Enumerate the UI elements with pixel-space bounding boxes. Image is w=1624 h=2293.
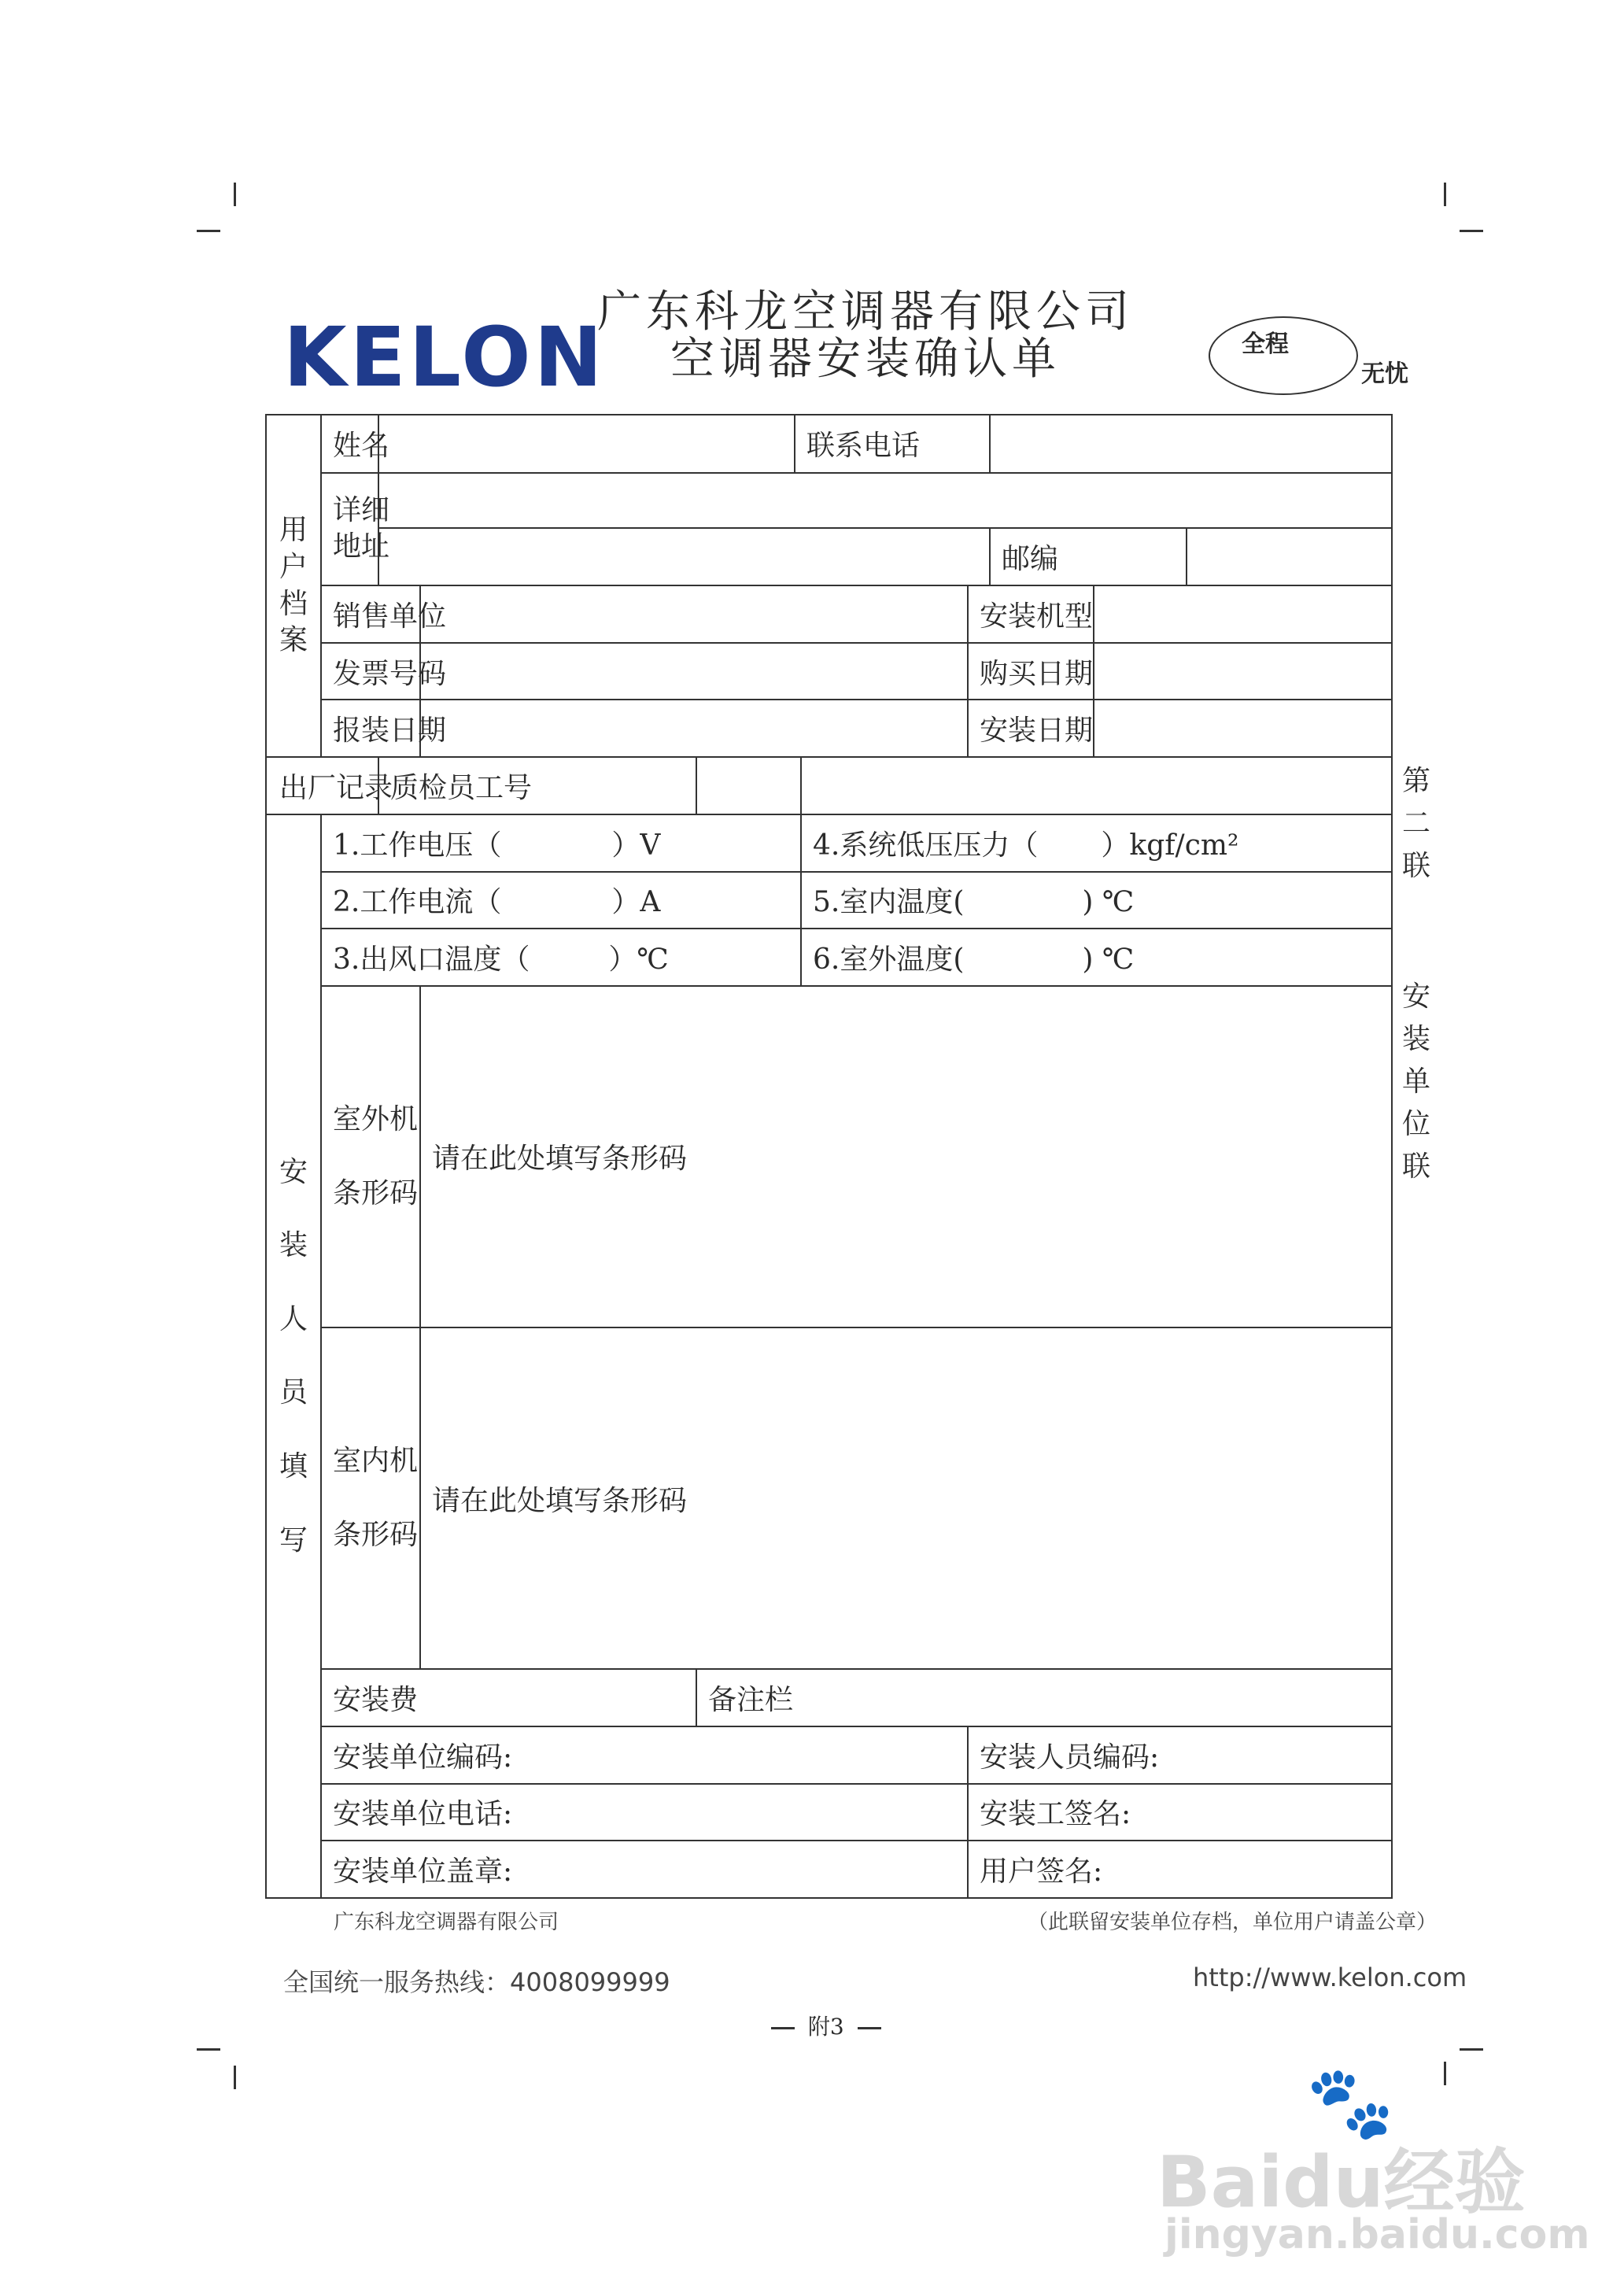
footer-note: （此联留安装单位存档，单位用户请盖公章） bbox=[1028, 1911, 1438, 1934]
model-field[interactable] bbox=[1094, 585, 1392, 643]
installation-form bbox=[265, 414, 1393, 1899]
model-label: 安装机型 bbox=[968, 585, 1094, 643]
website-url: http://www.kelon.com bbox=[1193, 1963, 1467, 1992]
seller-label: 销售单位 bbox=[321, 585, 420, 643]
address-field[interactable] bbox=[378, 473, 1392, 529]
report-date-label: 报装日期 bbox=[321, 700, 420, 757]
name-label: 姓名 bbox=[321, 415, 378, 473]
crop-mark bbox=[234, 183, 236, 206]
copy-number-label: 第二联 bbox=[1401, 765, 1430, 882]
remark-field[interactable]: 备注栏 bbox=[696, 1669, 1392, 1726]
form-title: 空调器安装确认单 bbox=[670, 334, 1061, 385]
copy-name-label: 安装单位联 bbox=[1401, 980, 1430, 1183]
address-label: 详细地址 bbox=[321, 473, 378, 585]
crop-mark bbox=[1460, 230, 1483, 232]
paw-icon: 🐾 bbox=[1306, 2062, 1395, 2144]
purchase-date-label: 购买日期 bbox=[968, 643, 1094, 700]
staff-code-field[interactable]: 安装人员编码: bbox=[968, 1726, 1392, 1784]
seller-field[interactable] bbox=[420, 585, 968, 643]
unit-code-field[interactable]: 安装单位编码: bbox=[321, 1726, 968, 1784]
install-date-field[interactable] bbox=[1094, 700, 1392, 757]
page-number: 附3 bbox=[771, 2010, 881, 2041]
factory-blank[interactable] bbox=[801, 757, 1392, 814]
outdoor-barcode-field[interactable]: 请在此处填写条形码 bbox=[420, 986, 1392, 1327]
company-name: 广东科龙空调器有限公司 bbox=[597, 286, 1134, 338]
indoor-barcode-label: 室内机 条形码 bbox=[321, 1327, 420, 1669]
user-sign-field[interactable]: 用户签名: bbox=[968, 1841, 1392, 1898]
postcode-field[interactable] bbox=[1187, 528, 1392, 585]
installer-section-label: 安装人员填写 bbox=[266, 814, 321, 1898]
factory-label: 出厂记录 bbox=[266, 757, 378, 814]
crop-mark bbox=[1444, 183, 1446, 206]
outdoor-barcode-label: 室外机 条形码 bbox=[321, 986, 420, 1327]
invoice-field[interactable] bbox=[420, 643, 968, 700]
postcode-label: 邮编 bbox=[990, 528, 1187, 585]
watermark-brand: Baidu经验 bbox=[1157, 2141, 1526, 2224]
invoice-label: 发票号码 bbox=[321, 643, 420, 700]
worker-sign-field[interactable]: 安装工签名: bbox=[968, 1784, 1392, 1841]
crop-mark bbox=[1444, 2062, 1446, 2085]
measure-voltage[interactable]: 1.工作电压（ ）V bbox=[321, 814, 801, 872]
footer-company: 广东科龙空调器有限公司 bbox=[334, 1911, 559, 1934]
user-section-label: 用户档案 bbox=[266, 415, 321, 757]
service-hotline: 全国统一服务热线：4008099999 bbox=[283, 1967, 670, 1997]
address-field-line2[interactable] bbox=[378, 528, 990, 585]
seal-text-bottom: 无忧 bbox=[1361, 360, 1408, 388]
unit-stamp-field[interactable]: 安装单位盖章: bbox=[321, 1841, 968, 1898]
measure-outlet-temp[interactable]: 3.出风口温度（ ）℃ bbox=[321, 929, 801, 986]
unit-phone-field[interactable]: 安装单位电话: bbox=[321, 1784, 968, 1841]
install-fee-field[interactable]: 安装费 bbox=[321, 1669, 696, 1726]
install-date-label: 安装日期 bbox=[968, 700, 1094, 757]
measure-low-pressure[interactable]: 4.系统低压压力（ ）kgf/cm² bbox=[801, 814, 1392, 872]
measure-current[interactable]: 2.工作电流（ ）A bbox=[321, 872, 801, 929]
phone-field[interactable] bbox=[990, 415, 1392, 473]
crop-mark bbox=[197, 230, 220, 232]
report-date-field[interactable] bbox=[420, 700, 968, 757]
name-field[interactable] bbox=[378, 415, 795, 473]
indoor-barcode-field[interactable]: 请在此处填写条形码 bbox=[420, 1327, 1392, 1669]
watermark-url: jingyan.baidu.com bbox=[1164, 2211, 1590, 2258]
seal-text-top: 全程 bbox=[1242, 330, 1289, 358]
crop-mark bbox=[1460, 2048, 1483, 2051]
measure-outdoor-temp[interactable]: 6.室外温度( ) ℃ bbox=[801, 929, 1392, 986]
inspector-field[interactable] bbox=[696, 757, 801, 814]
inspector-label: 质检员工号 bbox=[378, 757, 696, 814]
crop-mark bbox=[234, 2066, 236, 2089]
purchase-date-field[interactable] bbox=[1094, 643, 1392, 700]
phone-label: 联系电话 bbox=[795, 415, 990, 473]
crop-mark bbox=[197, 2048, 220, 2051]
kelon-logo: KELON bbox=[283, 309, 606, 405]
measure-indoor-temp[interactable]: 5.室内温度( ) ℃ bbox=[801, 872, 1392, 929]
